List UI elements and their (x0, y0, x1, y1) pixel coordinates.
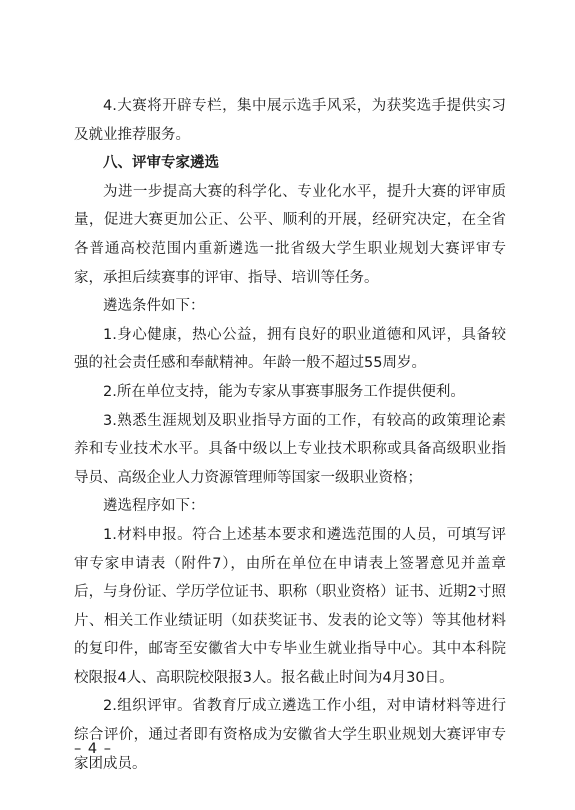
paragraph-condition-1: 1.身心健康，热心公益，拥有良好的职业道德和风评，具备较强的社会责任感和奉献精神。年龄一般不超过55周岁。 (74, 326, 506, 372)
paragraph-4-special-column: 4.大赛将开辟专栏，集中展示选手风采，为获奖选手提供实习及就业推荐服务。 (74, 98, 506, 143)
document-body (74, 92, 506, 778)
paragraph-condition-3: 3.熟悉生涯规划及职业指导方面的工作，有较高的政策理论素养和专业技术水平。具备中级以上专业技术职称或具备高级职业指导员、高级企业人力资源管理师等国家一级职业资格； (74, 412, 506, 486)
paragraph-procedure-label: 遴选程序如下： (103, 498, 205, 515)
paragraph-procedure-1: 1.材料申报。符合上述基本要求和遴选范围的人员，可填写评审专家申请表（附件7），由所在单位在申请表上签署意见并盖章后，与身份证、学历学位证书、职称（职业资格）证书、近期2寸照片、相关工作业绩证明（如获奖证书、发表的论文等）等其他材料的复印件，邮寄至安徽省大中专毕业生就业指导中心。其中本科院校限报4人、高职院校限报3人。报名截止时间为4月30日。 (74, 526, 506, 686)
paragraph-condition-2: 2.所在单位支持，能为专家从事赛事服务工作提供便利。 (103, 383, 465, 400)
paragraph-selection-intro: 为进一步提高大赛的科学化、专业化水平，提升大赛的评审质量，促进大赛更加公正、公平、顺利的开展，经研究决定，在全省各普通高校范围内重新遴选一批省级大学生职业规划大赛评审专家，承担后续赛事的评审、指导、培训等任务。 (74, 183, 506, 286)
section-heading-expert-selection: 八、评审专家遴选 (103, 155, 219, 172)
paragraph-conditions-label: 遴选条件如下： (103, 298, 205, 315)
page-number: – 4 – (74, 741, 112, 757)
paragraph-procedure-2: 2.组织评审。省教育厅成立遴选工作小组，对申请材料等进行综合评价，通过者即有资格成为安徽省大学生职业规划大赛评审专家团成员。 (74, 698, 506, 772)
